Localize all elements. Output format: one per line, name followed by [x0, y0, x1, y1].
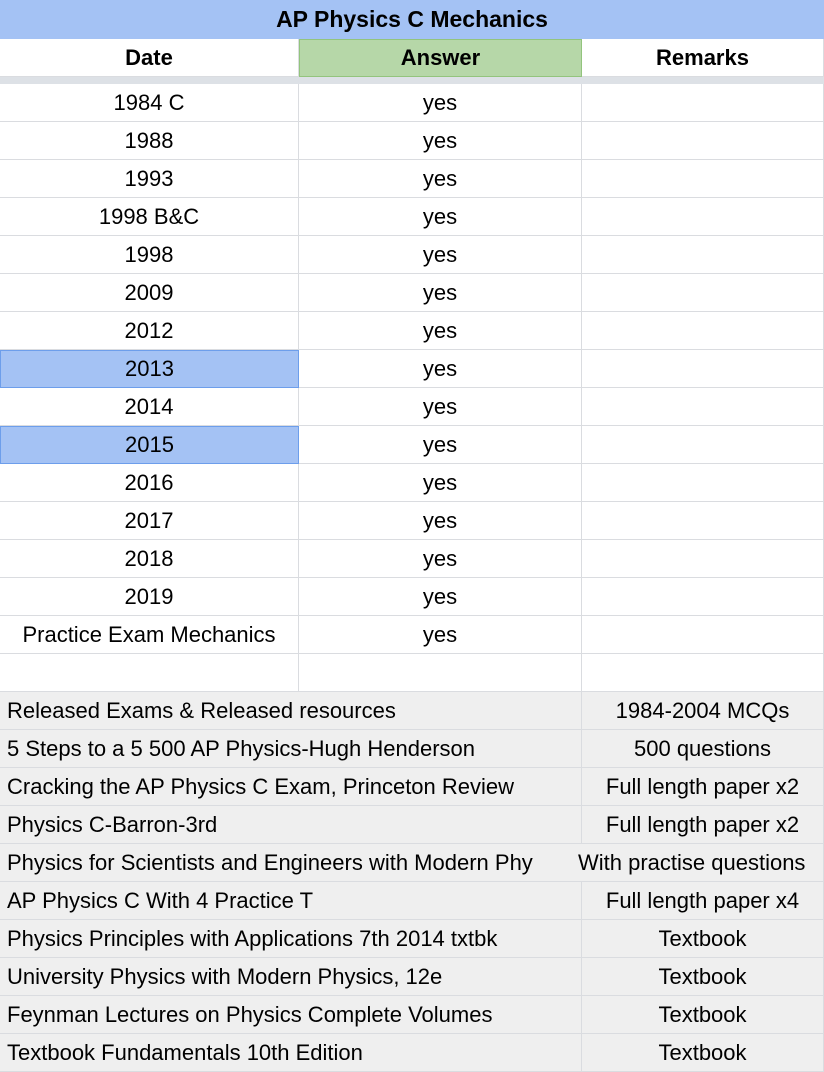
remarks-cell[interactable]	[582, 236, 824, 274]
remarks-cell[interactable]	[582, 654, 824, 692]
resource-name-cell[interactable]: Physics C-Barron-3rd	[0, 806, 582, 844]
answer-cell[interactable]: yes	[299, 350, 582, 388]
remarks-cell[interactable]	[582, 122, 824, 160]
resource-row	[0, 958, 824, 996]
date-header-cell[interactable]: Date	[0, 39, 299, 77]
remarks-cell[interactable]	[582, 274, 824, 312]
date-cell[interactable]: 2013	[0, 350, 299, 388]
resource-row	[0, 1034, 824, 1072]
table-row	[0, 654, 824, 692]
answer-cell[interactable]: yes	[299, 388, 582, 426]
remarks-cell[interactable]	[582, 540, 824, 578]
date-cell[interactable]: 2015	[0, 426, 299, 464]
answer-cell[interactable]: yes	[299, 464, 582, 502]
resource-row	[0, 920, 824, 958]
frozen-rows-divider[interactable]	[0, 77, 824, 84]
date-cell[interactable]: 2009	[0, 274, 299, 312]
remarks-cell[interactable]	[582, 350, 824, 388]
answer-cell[interactable]: yes	[299, 122, 582, 160]
date-cell[interactable]: 1984 C	[0, 84, 299, 122]
resource-name-cell[interactable]: Cracking the AP Physics C Exam, Princeton Review	[0, 768, 582, 806]
resource-name-cell[interactable]: Physics Principles with Applications 7th 2014 txtbk	[0, 920, 582, 958]
answer-cell[interactable]: yes	[299, 236, 582, 274]
date-cell[interactable]: 2019	[0, 578, 299, 616]
remarks-cell[interactable]	[582, 578, 824, 616]
table-row	[0, 274, 824, 312]
resource-row	[0, 768, 824, 806]
resource-name-cell[interactable]: 5 Steps to a 5 500 AP Physics-Hugh Henderson	[0, 730, 582, 768]
remarks-header-cell[interactable]: Remarks	[582, 39, 824, 77]
table-row	[0, 578, 824, 616]
sheet-title-cell[interactable]: AP Physics C Mechanics	[276, 6, 548, 32]
table-row	[0, 502, 824, 540]
table-row	[0, 350, 824, 388]
header-row	[0, 39, 824, 77]
remarks-cell[interactable]	[582, 84, 824, 122]
remarks-cell[interactable]	[582, 616, 824, 654]
date-cell[interactable]: 2017	[0, 502, 299, 540]
remarks-cell[interactable]	[582, 198, 824, 236]
table-row	[0, 122, 824, 160]
resource-name-cell[interactable]: AP Physics C With 4 Practice T	[0, 882, 582, 920]
resource-name-cell[interactable]: Feynman Lectures on Physics Complete Volumes	[0, 996, 582, 1034]
remarks-cell[interactable]	[582, 388, 824, 426]
answer-cell[interactable]: yes	[299, 198, 582, 236]
remarks-cell[interactable]	[582, 464, 824, 502]
resource-row	[0, 996, 824, 1034]
resource-note-cell[interactable]: Textbook	[582, 996, 824, 1034]
remarks-cell[interactable]	[582, 312, 824, 350]
resource-note-cell[interactable]: With practise questions	[578, 844, 824, 882]
answer-cell[interactable]: yes	[299, 312, 582, 350]
resource-row	[0, 882, 824, 920]
resource-name-cell[interactable]: Physics for Scientists and Engineers with Modern Phy	[0, 844, 582, 882]
resource-name-cell[interactable]: Released Exams & Released resources	[0, 692, 582, 730]
table-row	[0, 198, 824, 236]
table-row	[0, 616, 824, 654]
answer-cell[interactable]: yes	[299, 84, 582, 122]
resource-note-cell[interactable]: Full length paper x2	[582, 806, 824, 844]
date-cell[interactable]: Practice Exam Mechanics	[0, 616, 299, 654]
table-row	[0, 312, 824, 350]
table-row	[0, 84, 824, 122]
answer-cell[interactable]: yes	[299, 578, 582, 616]
resource-row	[0, 806, 824, 844]
date-cell[interactable]: 2012	[0, 312, 299, 350]
date-cell[interactable]: 1988	[0, 122, 299, 160]
date-cell[interactable]: 1998	[0, 236, 299, 274]
remarks-cell[interactable]	[582, 502, 824, 540]
table-row	[0, 160, 824, 198]
answer-cell[interactable]	[299, 654, 582, 692]
resource-note-cell[interactable]: Textbook	[582, 1034, 824, 1072]
remarks-cell[interactable]	[582, 160, 824, 198]
resource-note-cell[interactable]: 1984-2004 MCQs	[582, 692, 824, 730]
answer-cell[interactable]: yes	[299, 160, 582, 198]
date-cell[interactable]: 2018	[0, 540, 299, 578]
resource-note-cell[interactable]: 500 questions	[582, 730, 824, 768]
date-cell[interactable]: 1993	[0, 160, 299, 198]
date-cell[interactable]	[0, 654, 299, 692]
table-row	[0, 464, 824, 502]
table-row	[0, 540, 824, 578]
answer-cell[interactable]: yes	[299, 426, 582, 464]
resource-row	[0, 692, 824, 730]
date-cell[interactable]: 2014	[0, 388, 299, 426]
table-row	[0, 426, 824, 464]
title-row	[0, 0, 824, 40]
answer-cell[interactable]: yes	[299, 502, 582, 540]
answer-cell[interactable]: yes	[299, 616, 582, 654]
resource-note-cell[interactable]: Textbook	[582, 958, 824, 996]
table-row	[0, 236, 824, 274]
resource-note-cell[interactable]: Textbook	[582, 920, 824, 958]
remarks-cell[interactable]	[582, 426, 824, 464]
resource-name-cell[interactable]: Textbook Fundamentals 10th Edition	[0, 1034, 582, 1072]
resource-name-cell[interactable]: University Physics with Modern Physics, 12e	[0, 958, 582, 996]
resource-row	[0, 844, 824, 882]
resource-note-cell[interactable]: Full length paper x4	[582, 882, 824, 920]
date-cell[interactable]: 1998 B&C	[0, 198, 299, 236]
resource-row	[0, 730, 824, 768]
answer-header-cell[interactable]: Answer	[299, 39, 582, 77]
answer-cell[interactable]: yes	[299, 540, 582, 578]
answer-cell[interactable]: yes	[299, 274, 582, 312]
table-row	[0, 388, 824, 426]
resource-note-cell[interactable]: Full length paper x2	[582, 768, 824, 806]
date-cell[interactable]: 2016	[0, 464, 299, 502]
